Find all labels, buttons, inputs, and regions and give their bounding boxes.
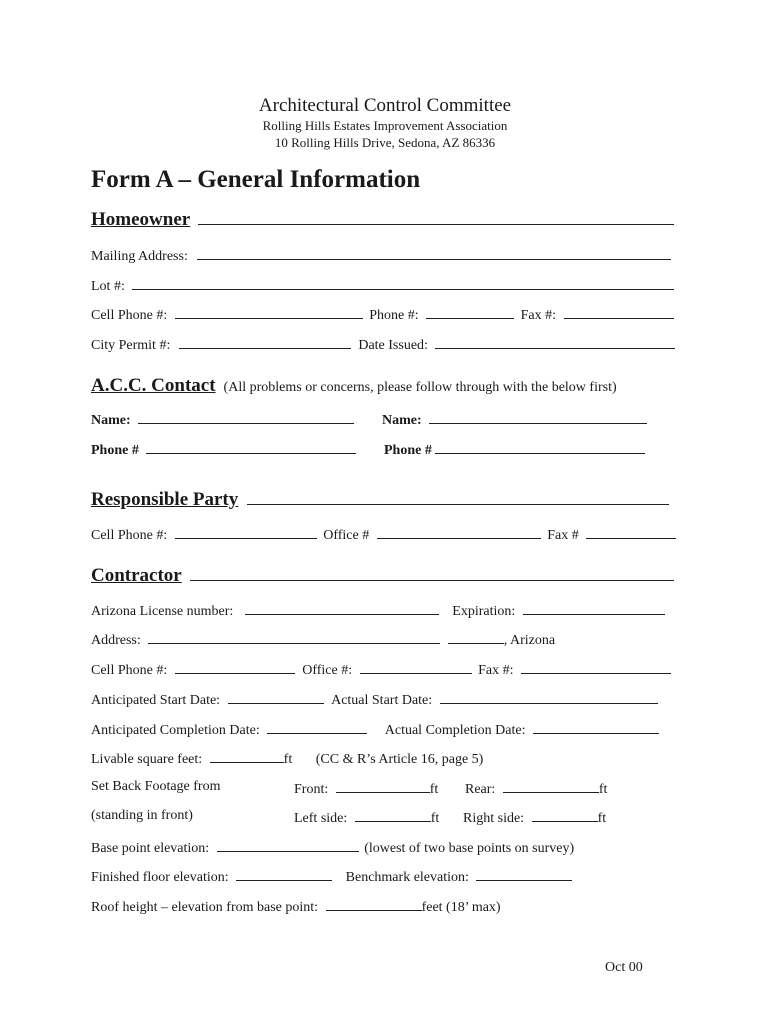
- acc-name-field-2[interactable]: [429, 410, 647, 424]
- expiration-label: Expiration:: [452, 604, 516, 619]
- base-point-row: [91, 838, 574, 857]
- contractor-cell-label: Cell Phone #:: [91, 663, 168, 678]
- actual-start-label: Actual Start Date:: [331, 693, 433, 708]
- front-unit: ft: [429, 782, 439, 797]
- acc-row: [91, 375, 617, 397]
- roof-height-note: feet (18’ max): [421, 900, 501, 915]
- mailing-address-label: Mailing Address:: [91, 249, 188, 264]
- responsible-field[interactable]: [247, 491, 669, 505]
- acc-name-label-1: Name:: [91, 413, 131, 428]
- livable-row: [91, 749, 483, 768]
- contractor-heading: Contractor: [91, 565, 182, 586]
- livable-unit: ft: [283, 752, 293, 767]
- contractor-row: [91, 565, 674, 587]
- acc-heading: A.C.C. Contact: [91, 375, 216, 396]
- standing-label: (standing in front): [91, 808, 193, 823]
- rear-unit: ft: [598, 782, 608, 797]
- front-label: Front:: [294, 782, 329, 797]
- livable-label: Livable square feet:: [91, 752, 203, 767]
- phone-field[interactable]: [426, 305, 514, 319]
- association-name: Rolling Hills Estates Improvement Association: [262, 118, 508, 133]
- revision-date: Oct 00: [605, 960, 643, 975]
- acc-phone-label-1: Phone #: [91, 443, 139, 458]
- acc-name-label-2: Name:: [382, 413, 422, 428]
- city-permit-field[interactable]: [179, 335, 351, 349]
- actual-completion-label: Actual Completion Date:: [384, 723, 526, 738]
- contractor-office-label: Office #:: [302, 663, 353, 678]
- fax-label: Fax #:: [520, 308, 557, 323]
- acc-phone-label-2: Phone #: [384, 443, 432, 458]
- lot-label: Lot #:: [91, 279, 125, 294]
- base-point-field[interactable]: [217, 838, 359, 852]
- contractor-address-row: [91, 630, 555, 649]
- contractor-fax-field[interactable]: [521, 660, 671, 674]
- floor-elevation-label: Finished floor elevation:: [91, 870, 229, 885]
- acc-name-field-1[interactable]: [138, 410, 354, 424]
- acc-note: (All problems or concerns, please follow through with the below first): [223, 380, 617, 395]
- resp-office-field[interactable]: [377, 525, 541, 539]
- actual-start-field[interactable]: [440, 690, 658, 704]
- right-side-row: [463, 808, 606, 827]
- association-address: 10 Rolling Hills Drive, Sedona, AZ 86336: [274, 135, 496, 150]
- roof-height-field[interactable]: [326, 897, 422, 911]
- floor-elevation-field[interactable]: [236, 867, 332, 881]
- benchmark-label: Benchmark elevation:: [345, 870, 469, 885]
- homeowner-row: [91, 209, 674, 231]
- cell-phone-field[interactable]: [175, 305, 363, 319]
- resp-fax-field[interactable]: [586, 525, 676, 539]
- left-side-row: [294, 808, 439, 827]
- anticipated-completion-field[interactable]: [267, 720, 367, 734]
- anticipated-completion-label: Anticipated Completion Date:: [91, 723, 260, 738]
- homeowner-heading: Homeowner: [91, 209, 191, 230]
- lot-row: [91, 276, 674, 295]
- left-side-field[interactable]: [355, 808, 431, 822]
- homeowner-field[interactable]: [198, 211, 674, 225]
- rear-row: [465, 779, 607, 798]
- license-label: Arizona License number:: [91, 604, 234, 619]
- mailing-row: [91, 246, 671, 265]
- acc-name-2: [382, 410, 647, 429]
- contractor-field[interactable]: [190, 567, 674, 581]
- benchmark-field[interactable]: [476, 867, 572, 881]
- city-permit-label: City Permit #:: [91, 338, 171, 353]
- acc-phone-1: [91, 440, 356, 459]
- resp-cell-label: Cell Phone #:: [91, 528, 168, 543]
- right-side-field[interactable]: [532, 808, 598, 822]
- license-field[interactable]: [245, 601, 439, 615]
- contractor-phones-row: [91, 660, 671, 679]
- rear-label: Rear:: [465, 782, 496, 797]
- permit-row: [91, 335, 675, 354]
- anticipated-start-label: Anticipated Start Date:: [91, 693, 221, 708]
- left-side-unit: ft: [430, 811, 440, 826]
- responsible-row: [91, 489, 669, 511]
- acc-phone-field-1[interactable]: [146, 440, 356, 454]
- rear-field[interactable]: [503, 779, 599, 793]
- base-point-note: (lowest of two base points on survey): [364, 841, 575, 856]
- contractor-address-field[interactable]: [148, 630, 440, 644]
- resp-cell-field[interactable]: [175, 525, 317, 539]
- contractor-office-field[interactable]: [360, 660, 472, 674]
- right-side-unit: ft: [597, 811, 607, 826]
- front-row: [294, 779, 438, 798]
- arizona-text: , Arizona: [503, 633, 556, 648]
- responsible-phones-row: [91, 525, 676, 544]
- date-issued-label: Date Issued:: [358, 338, 428, 353]
- base-point-label: Base point elevation:: [91, 841, 210, 856]
- form-title: Form A – General Information: [91, 166, 421, 193]
- anticipated-start-field[interactable]: [228, 690, 324, 704]
- contractor-fax-label: Fax #:: [478, 663, 514, 678]
- left-side-label: Left side:: [294, 811, 348, 826]
- lot-field[interactable]: [132, 276, 674, 290]
- contractor-city-field[interactable]: [448, 630, 504, 644]
- fax-field[interactable]: [564, 305, 674, 319]
- article-note: (CC & R’s Article 16, page 5): [315, 752, 484, 767]
- responsible-heading: Responsible Party: [91, 489, 239, 510]
- resp-office-label: Office #: [323, 528, 370, 543]
- start-dates-row: [91, 690, 658, 709]
- roof-height-label: Roof height – elevation from base point:: [91, 900, 319, 915]
- committee-title: Architectural Control Committee: [258, 95, 512, 116]
- contractor-cell-field[interactable]: [175, 660, 295, 674]
- expiration-field[interactable]: [523, 601, 665, 615]
- resp-fax-label: Fax #: [547, 528, 579, 543]
- right-side-label: Right side:: [463, 811, 525, 826]
- mailing-address-field[interactable]: [197, 246, 671, 260]
- setback-label: Set Back Footage from: [91, 779, 221, 794]
- floor-elevation-row: [91, 867, 572, 886]
- license-row: [91, 601, 665, 620]
- contractor-address-label: Address:: [91, 633, 141, 648]
- actual-completion-field[interactable]: [533, 720, 659, 734]
- acc-phone-2: [384, 440, 645, 459]
- acc-name-1: [91, 410, 354, 429]
- phone-label: Phone #:: [369, 308, 419, 323]
- livable-field[interactable]: [210, 749, 284, 763]
- roof-height-row: [91, 897, 501, 916]
- completion-dates-row: [91, 720, 659, 739]
- homeowner-phones-row: [91, 305, 674, 324]
- cell-phone-label: Cell Phone #:: [91, 308, 168, 323]
- acc-phone-field-2[interactable]: [435, 440, 645, 454]
- date-issued-field[interactable]: [435, 335, 675, 349]
- front-field[interactable]: [336, 779, 430, 793]
